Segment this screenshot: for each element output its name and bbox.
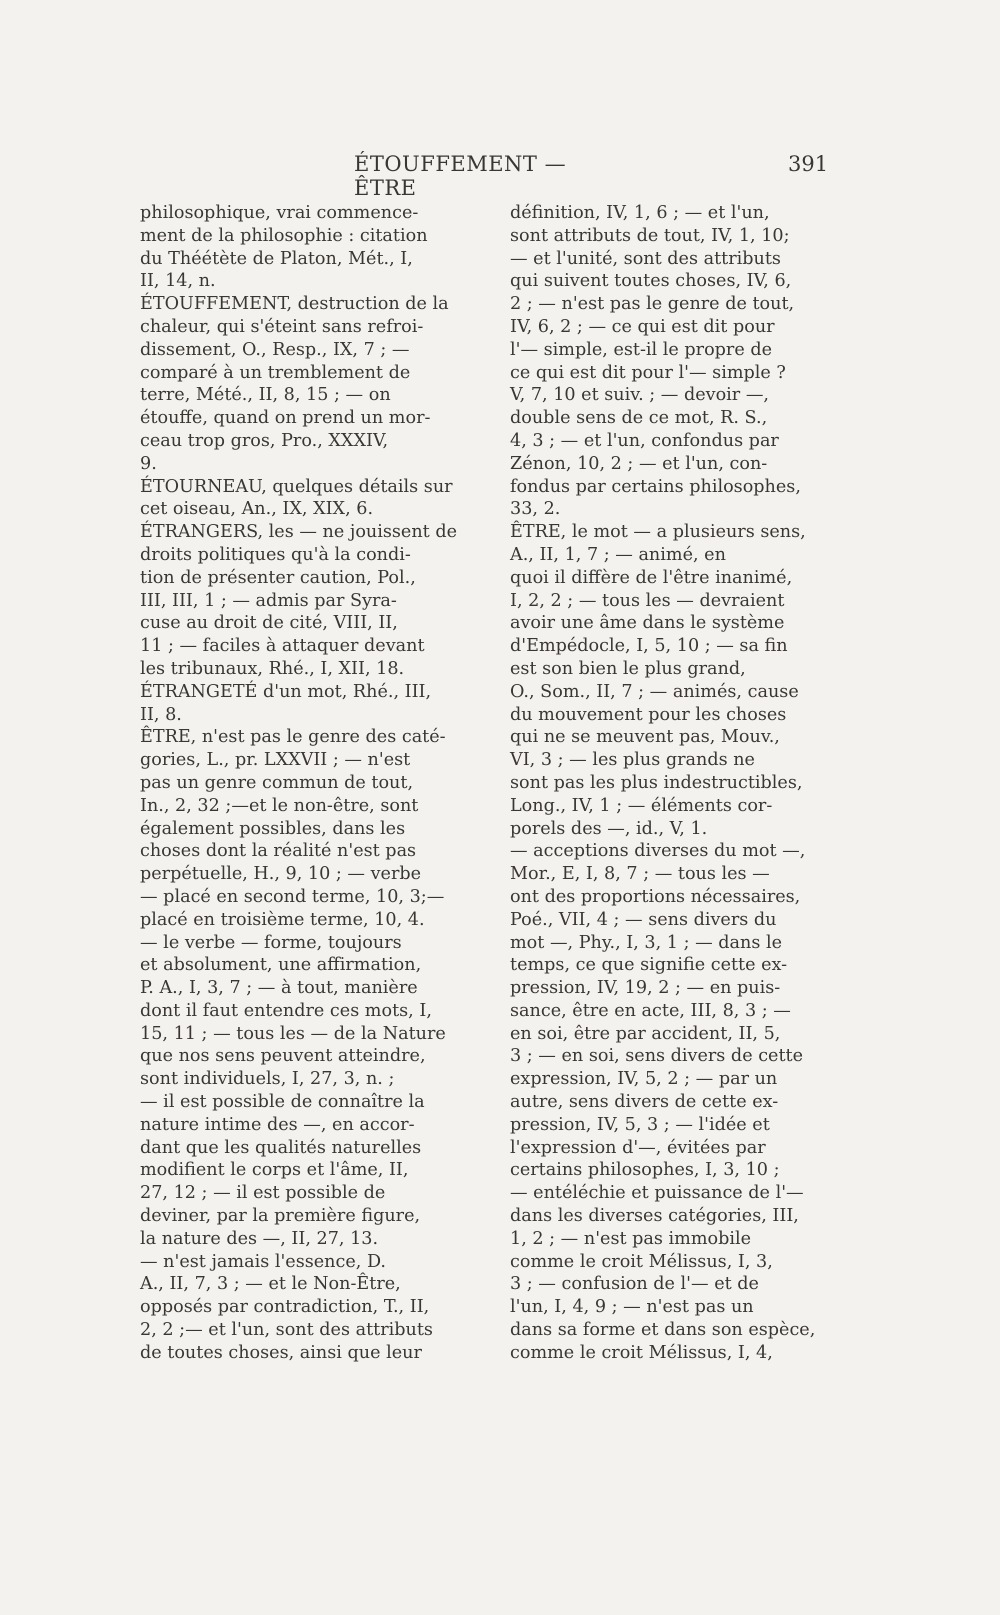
text-line: deviner, par la première figure, xyxy=(140,1206,421,1227)
text-line: la nature des —, II, 27, 13. xyxy=(140,1228,379,1249)
text-line: ÉTRANGERS, les — ne jouissent de xyxy=(140,522,458,543)
text-line: opposés par contradiction, T., II, xyxy=(140,1297,430,1318)
text-line: ont des proportions nécessaires, xyxy=(510,886,801,907)
text-line: 3 ; — confusion de l'— et de xyxy=(510,1274,759,1295)
text-line: cet oiseau, An., IX, XIX, 6. xyxy=(140,499,374,520)
text-line: ce qui est dit pour l'— simple ? xyxy=(510,362,786,383)
text-line: P. A., I, 3, 7 ; — à tout, manière xyxy=(140,978,418,999)
text-line: Mor., E, I, 8, 7 ; — tous les — xyxy=(510,864,770,885)
text-line: porels des —, id., V, 1. xyxy=(510,818,708,839)
text-line: en soi, être par accident, II, 5, xyxy=(510,1023,781,1044)
text-line: sont attributs de tout, IV, 1, 10; xyxy=(510,225,790,246)
text-line: I, 2, 2 ; — tous les — devraient xyxy=(510,590,785,611)
text-line: est son bien le plus grand, xyxy=(510,658,746,679)
text-line: tion de présenter caution, Pol., xyxy=(140,567,416,588)
text-line: dans sa forme et dans son espèce, xyxy=(510,1320,816,1341)
text-line: II, 14, n. xyxy=(140,271,216,292)
text-line: l'— simple, est-il le propre de xyxy=(510,339,773,360)
text-line: modifient le corps et l'âme, II, xyxy=(140,1160,409,1181)
running-head-title: ÉTOUFFEMENT — ÊTRE xyxy=(354,152,567,200)
text-line: dans les diverses catégories, III, xyxy=(510,1206,799,1227)
text-line: gories, L., pr. LXXVII ; — n'est xyxy=(140,750,411,771)
text-line: comme le croit Mélissus, I, 3, xyxy=(510,1251,773,1272)
left-column xyxy=(140,202,470,1365)
text-line: temps, ce que signifie cette ex- xyxy=(510,955,788,976)
text-line: — entéléchie et puissance de l'— xyxy=(510,1183,804,1204)
text-line: III, III, 1 ; — admis par Syra- xyxy=(140,590,397,611)
text-line: 3 ; — en soi, sens divers de cette xyxy=(510,1046,804,1067)
text-line: cuse au droit de cité, VIII, II, xyxy=(140,613,398,634)
text-line: dissement, O., Resp., IX, 7 ; — xyxy=(140,339,410,360)
text-line: 33, 2. xyxy=(510,499,561,520)
text-line: l'expression d'—, évitées par xyxy=(510,1137,766,1158)
text-line: II, 8. xyxy=(140,704,182,725)
text-line: In., 2, 32 ;—et le non-être, sont xyxy=(140,795,419,816)
text-line: ceau trop gros, Pro., XXXIV, xyxy=(140,430,389,451)
text-line: pas un genre commun de tout, xyxy=(140,772,414,793)
text-line: les tribunaux, Rhé., I, XII, 18. xyxy=(140,658,405,679)
text-line: philosophique, vrai commence- xyxy=(140,203,419,223)
text-line: 27, 12 ; — il est possible de xyxy=(140,1183,386,1204)
text-line: A., II, 1, 7 ; — animé, en xyxy=(510,544,726,565)
text-line: 2 ; — n'est pas le genre de tout, xyxy=(510,294,795,315)
text-line: 2, 2 ;— et l'un, sont des attributs xyxy=(140,1320,433,1341)
page-number: 391 xyxy=(788,152,829,176)
text-line: double sens de ce mot, R. S., xyxy=(510,408,768,429)
text-line: quoi il diffère de l'être inanimé, xyxy=(510,567,793,588)
text-line: ÉTOUFFEMENT, destruction de la xyxy=(140,294,449,315)
text-line: 15, 11 ; — tous les — de la Nature xyxy=(140,1023,446,1044)
text-line: expression, IV, 5, 2 ; — par un xyxy=(510,1069,778,1090)
text-line: Long., IV, 1 ; — éléments cor- xyxy=(510,795,773,816)
text-line: terre, Mété., II, 8, 15 ; — on xyxy=(140,385,391,406)
text-line: 1, 2 ; — n'est pas immobile xyxy=(510,1228,752,1249)
text-line: qui suivent toutes choses, IV, 6, xyxy=(510,271,792,292)
text-line: l'un, I, 4, 9 ; — n'est pas un xyxy=(510,1297,754,1318)
text-line: autre, sens divers de cette ex- xyxy=(510,1092,779,1113)
text-line: VI, 3 ; — les plus grands ne xyxy=(510,750,755,771)
text-line: et absolument, une affirmation, xyxy=(140,955,422,976)
text-line: pression, IV, 5, 3 ; — l'idée et xyxy=(510,1114,770,1135)
text-line: choses dont la réalité n'est pas xyxy=(140,841,417,862)
text-line: A., II, 7, 3 ; — et le Non-Être, xyxy=(140,1274,401,1295)
text-line: sont pas les plus indestructibles, xyxy=(510,772,803,793)
text-line: perpétuelle, H., 9, 10 ; — verbe xyxy=(140,864,422,885)
text-line: de toutes choses, ainsi que leur xyxy=(140,1342,422,1363)
text-line: ÊTRE, le mot — a plusieurs sens, xyxy=(510,522,806,543)
text-line: — placé en second terme, 10, 3;— xyxy=(140,886,445,907)
text-line: 9. xyxy=(140,453,157,474)
text-line: avoir une âme dans le système xyxy=(510,613,785,634)
text-line: que nos sens peuvent atteindre, xyxy=(140,1046,426,1067)
text-line: V, 7, 10 et suiv. ; — devoir —, xyxy=(510,385,769,406)
text-line: nature intime des —, en accor- xyxy=(140,1114,415,1135)
right-column xyxy=(510,202,840,1365)
text-line: — n'est jamais l'essence, D. xyxy=(140,1251,387,1272)
text-line: Zénon, 10, 2 ; — et l'un, con- xyxy=(510,453,768,474)
text-line: ÉTOURNEAU, quelques détails sur xyxy=(140,476,453,497)
text-line: du Théétète de Platon, Mét., I, xyxy=(140,248,413,269)
text-line: définition, IV, 1, 6 ; — et l'un, xyxy=(510,203,770,223)
text-line: — et l'unité, sont des attributs xyxy=(510,248,781,269)
text-line: comparé à un tremblement de xyxy=(140,362,411,383)
text-line: sont individuels, I, 27, 3, n. ; xyxy=(140,1069,395,1090)
text-line: — il est possible de connaître la xyxy=(140,1092,425,1113)
text-line: IV, 6, 2 ; — ce qui est dit pour xyxy=(510,316,775,337)
text-line: qui ne se meuvent pas, Mouv., xyxy=(510,727,780,748)
text-line: 4, 3 ; — et l'un, confondus par xyxy=(510,430,779,451)
text-line: droits politiques qu'à la condi- xyxy=(140,544,411,565)
text-line: ÉTRANGETÉ d'un mot, Rhé., III, xyxy=(140,681,432,702)
text-line: comme le croit Mélissus, I, 4, xyxy=(510,1342,773,1363)
text-line: ÊTRE, n'est pas le genre des caté- xyxy=(140,727,446,748)
text-line: dont il faut entendre ces mots, I, xyxy=(140,1000,432,1021)
text-line: du mouvement pour les choses xyxy=(510,704,787,725)
text-line: fondus par certains philosophes, xyxy=(510,476,801,497)
text-line: mot —, Phy., I, 3, 1 ; — dans le xyxy=(510,932,783,953)
text-line: chaleur, qui s'éteint sans refroi- xyxy=(140,316,424,337)
text-line: également possibles, dans les xyxy=(140,818,406,839)
text-line: ment de la philosophie : citation xyxy=(140,225,428,246)
text-line: — le verbe — forme, toujours xyxy=(140,932,402,953)
text-line: étouffe, quand on prend un mor- xyxy=(140,408,431,429)
text-line: certains philosophes, I, 3, 10 ; xyxy=(510,1160,780,1181)
text-line: placé en troisième terme, 10, 4. xyxy=(140,909,425,930)
text-line: — acceptions diverses du mot —, xyxy=(510,841,806,862)
text-line: dant que les qualités naturelles xyxy=(140,1137,422,1158)
text-line: d'Empédocle, I, 5, 10 ; — sa fin xyxy=(510,636,788,657)
text-line: 11 ; — faciles à attaquer devant xyxy=(140,636,425,657)
text-line: pression, IV, 19, 2 ; — en puis- xyxy=(510,978,781,999)
text-line: Poé., VII, 4 ; — sens divers du xyxy=(510,909,777,930)
text-line: sance, être en acte, III, 8, 3 ; — xyxy=(510,1000,791,1021)
text-line: O., Som., II, 7 ; — animés, cause xyxy=(510,681,799,702)
